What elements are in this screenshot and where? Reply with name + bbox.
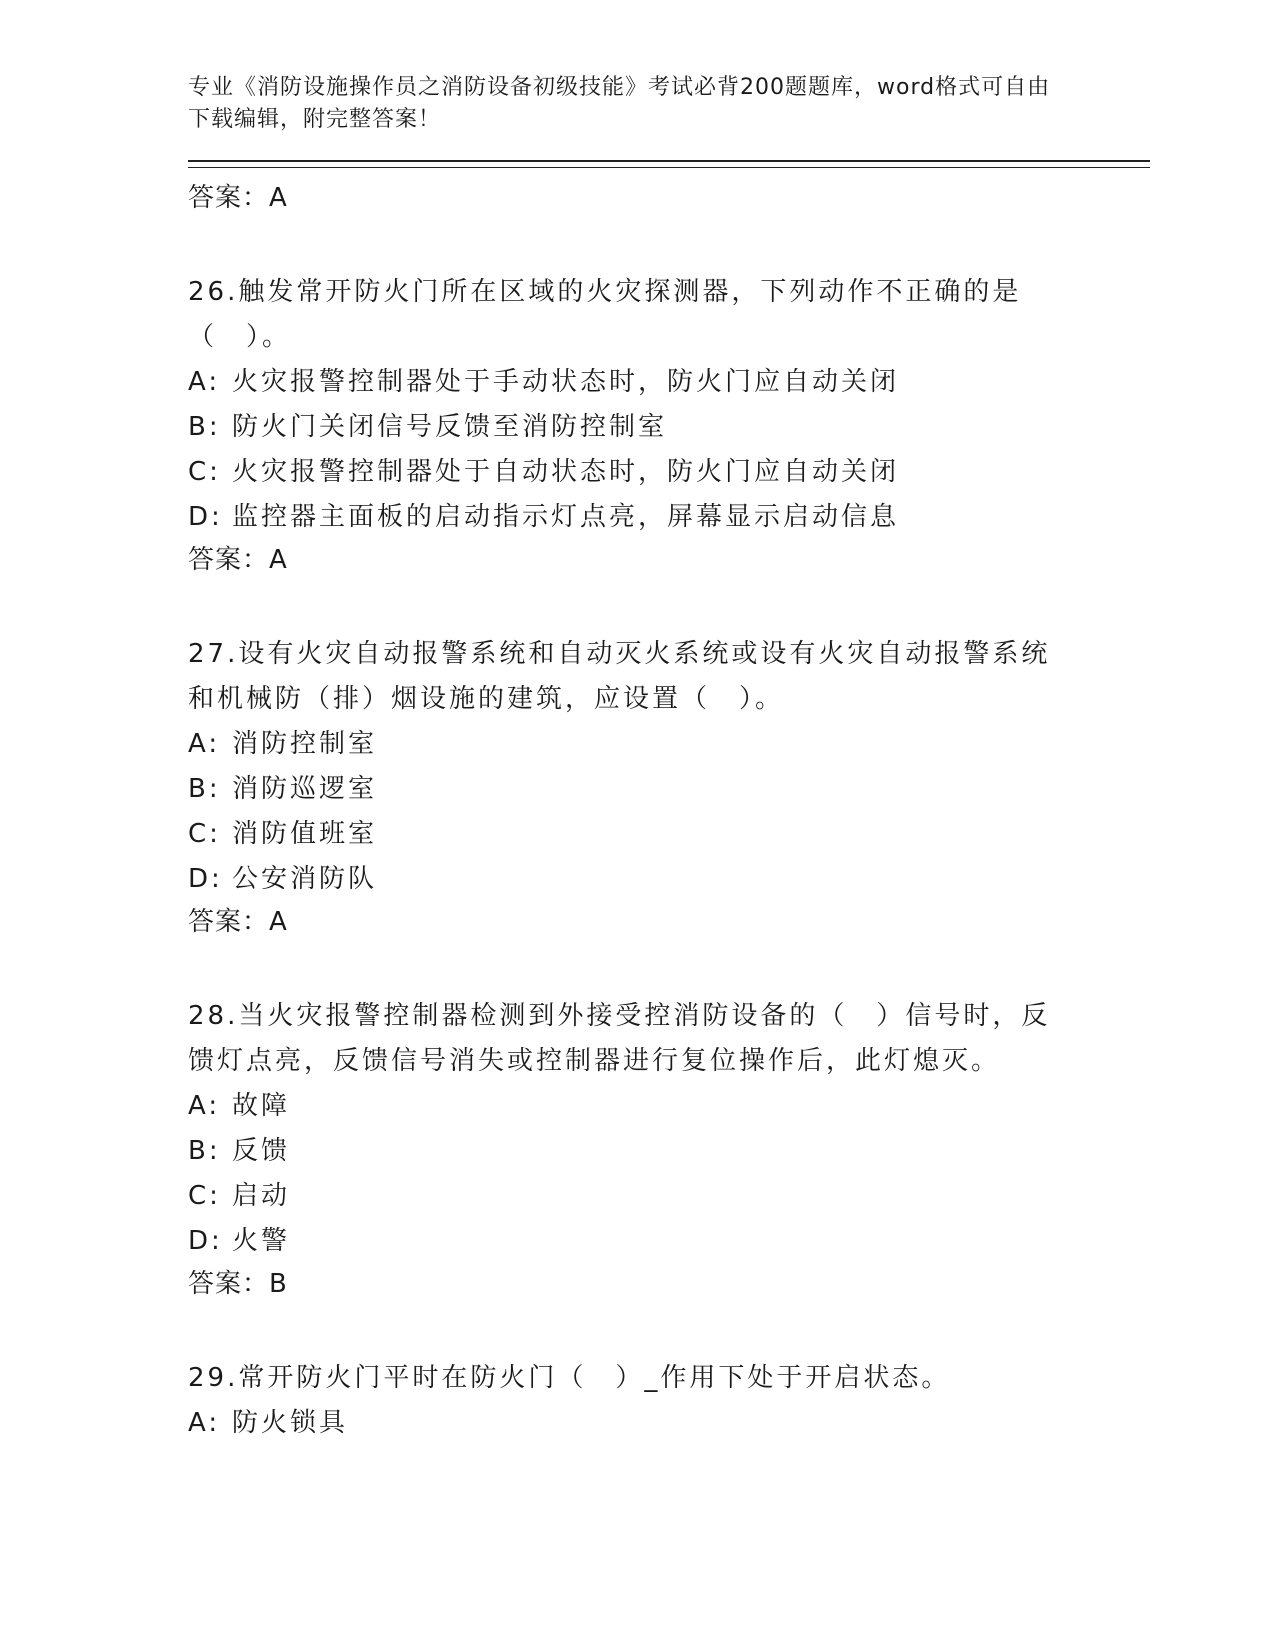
option-text: 消防值班室 — [232, 819, 378, 849]
option-a — [188, 722, 1150, 767]
option-text: 火灾报警控制器处于手动状态时，防火门应自动关闭 — [232, 367, 900, 397]
option-letter: C: — [188, 1181, 221, 1211]
page-header: 专业《消防设施操作员之消防设备初级技能》考试必背200题题库，word格式可自由下载编辑，附完整答案！ — [188, 75, 1051, 132]
option-text: 故障 — [232, 1091, 291, 1121]
question-27 — [188, 632, 1150, 942]
option-letter: A: — [188, 367, 221, 397]
option-letter: D: — [188, 502, 223, 532]
option-letter: A: — [188, 1091, 221, 1121]
option-letter: A: — [188, 1408, 221, 1438]
option-b — [188, 1129, 1150, 1174]
question-stem: 29.常开防火门平时在防火门（ ）_作用下处于开启状态。 — [188, 1363, 951, 1393]
header-divider — [188, 160, 1150, 168]
option-b — [188, 767, 1150, 812]
question-stem: 28.当火灾报警控制器检测到外接受控消防设备的（ ）信号时，反馈灯点亮，反馈信号消失或控制器进行复位操作后，此灯熄灭。 — [188, 1001, 1051, 1076]
option-letter: A: — [188, 729, 221, 759]
option-letter: B: — [188, 1136, 221, 1166]
option-text: 反馈 — [232, 1136, 291, 1166]
option-text: 消防巡逻室 — [232, 774, 378, 804]
answer-line: 答案：A — [188, 907, 288, 937]
option-c — [188, 450, 1150, 495]
option-c — [188, 812, 1150, 857]
question-26 — [188, 270, 1150, 580]
option-text: 监控器主面板的启动指示灯点亮，屏幕显示启动信息 — [232, 502, 900, 532]
option-text: 火警 — [232, 1226, 291, 1256]
option-text: 启动 — [232, 1181, 291, 1211]
option-a — [188, 1401, 1150, 1446]
option-letter: C: — [188, 819, 221, 849]
answer-line: 答案：B — [188, 1269, 288, 1299]
question-stem: 26.触发常开防火门所在区域的火灾探测器，下列动作不正确的是（ ）。 — [188, 277, 1022, 352]
option-letter: D: — [188, 864, 223, 894]
previous-answer — [188, 178, 1150, 218]
question-29 — [188, 1356, 1150, 1446]
option-text: 火灾报警控制器处于自动状态时，防火门应自动关闭 — [232, 457, 900, 487]
answer-line: 答案：A — [188, 183, 288, 213]
option-letter: B: — [188, 412, 221, 442]
option-text: 消防控制室 — [232, 729, 378, 759]
option-letter: C: — [188, 457, 221, 487]
option-letter: D: — [188, 1226, 223, 1256]
option-d — [188, 495, 1150, 540]
option-c — [188, 1174, 1150, 1219]
option-text: 防火锁具 — [232, 1408, 349, 1438]
option-b — [188, 405, 1150, 450]
option-text: 公安消防队 — [232, 864, 378, 894]
option-text: 防火门关闭信号反馈至消防控制室 — [232, 412, 668, 442]
question-stem: 27.设有火灾自动报警系统和自动灭火系统或设有火灾自动报警系统和机械防（排）烟设施的建筑，应设置（ ）。 — [188, 639, 1051, 714]
option-a — [188, 1084, 1150, 1129]
option-letter: B: — [188, 774, 221, 804]
option-d — [188, 1219, 1150, 1264]
option-d — [188, 857, 1150, 902]
option-a — [188, 360, 1150, 405]
answer-line: 答案：A — [188, 545, 288, 575]
document-page — [188, 72, 1150, 1446]
question-28 — [188, 994, 1150, 1304]
